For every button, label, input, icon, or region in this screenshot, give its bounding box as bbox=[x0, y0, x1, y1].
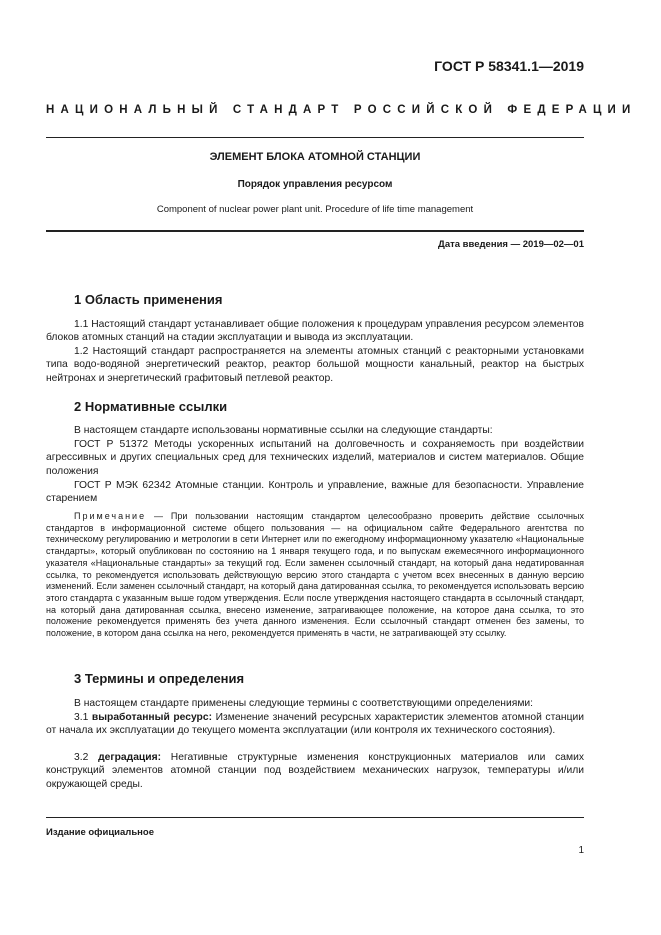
section-2-note: Примечание — При пользовании настоящим стандартом целесообразно проверить действие ссылочных стандартов в информационной системе общего пользования — на официальном сайте Федерального агентства по техническому регулированию и метрологии в сети Интернет или по ежегодному информационному указателю «Национальные стандарты», который опубликован по состоянию на 1 января текущего года, и по выпускам ежемесячного информационного указателя «Национальные стандарты» за текущий год. Если заменен ссылочный стандарт, на который дана недатированная ссылка, то рекомендуется использовать действующую версию этого стандарта с учетом всех внесенных в данную версию изменений. Если заменен ссылочный стандарт, на который дана датированная ссылка, то рекомендуется использовать версию этого стандарта с указанным выше годом утверждения. Если после утверждения настоящего стандарта в ссылочный стандарт, на который дана датированная ссылка, внесено изменение, затрагивающее положение, на которое дана ссылка, то это положение рекомендуется применять без учета данного изменения. Если ссылочный стандарт отменен без замены, то положение, в котором дана ссылка на него, рекомендуется применять в части, не затрагивающей эту ссылку. bbox=[46, 511, 584, 639]
section-2-paragraph-1: В настоящем стандарте использованы нормативные ссылки на следующие стандарты: bbox=[74, 425, 493, 436]
term-3-2: 3.2 деградация: Негативные структурные изменения конструкционных материалов или самих конструкций элементов атомной станции под воздействием механических нагрузок, температуры и/или окружающей среды. bbox=[46, 752, 584, 790]
term-3-2-name: деградация: bbox=[98, 752, 162, 763]
section-1-heading: 1 Область применения bbox=[74, 292, 223, 307]
term-3-1-name: выработанный ресурс: bbox=[91, 712, 212, 723]
document-subtitle: Порядок управления ресурсом bbox=[237, 179, 393, 190]
document-title: ЭЛЕМЕНТ БЛОКА АТОМНОЙ СТАНЦИИ bbox=[209, 151, 421, 163]
title-divider bbox=[46, 230, 584, 232]
introduction-date: Дата введения — 2019—02—01 bbox=[438, 239, 584, 250]
standard-number: ГОСТ Р 58341.1—2019 bbox=[434, 58, 584, 74]
section-3-heading: 3 Термины и определения bbox=[74, 671, 245, 686]
header-divider bbox=[46, 137, 584, 138]
note-label: Примечание bbox=[74, 511, 147, 521]
section-2-reference-2: ГОСТ Р МЭК 62342 Атомные станции. Контроль и управление, важные для безопасности. Управление старением bbox=[46, 480, 584, 505]
section-1-paragraph-2: 1.2 Настоящий стандарт распространяется на элементы атомных станций с реакторными установками типа водо-водяной энергетический реактор, реактор большой мощности канальный, реактор на быстрых нейтронах и энергетический графитовый петлевой реактор. bbox=[46, 346, 584, 384]
official-edition-label: Издание официальное bbox=[46, 827, 154, 838]
section-3-paragraph-1: В настоящем стандарте применены следующие термины с соответствующими определениями: bbox=[74, 698, 534, 709]
section-2-reference-1: ГОСТ Р 51372 Методы ускоренных испытаний на долговечность и сохраняемость при воздействии агрессивных и других специальных сред для технических изделий, материалов и систем материалов. Общие положения bbox=[46, 439, 584, 477]
document-title-english: Component of nuclear power plant unit. Procedure of life time management bbox=[156, 204, 474, 215]
national-standard-banner: НАЦИОНАЛЬНЫЙ СТАНДАРТ РОССИЙСКОЙ ФЕДЕРАЦИИ bbox=[46, 104, 637, 116]
section-1-paragraph-1: 1.1 Настоящий стандарт устанавливает общие положения к процедурам управления ресурсом элементов блоков атомных станций на стадии эксплуатации и вывода из эксплуатации. bbox=[46, 319, 584, 344]
term-3-1: 3.1 выработанный ресурс: Изменение значений ресурсных характеристик элементов атомной станции от начала их эксплуатации до текущего момента эксплуатации (или контроля их технического состояния). bbox=[46, 712, 584, 737]
page-number: 1 bbox=[578, 845, 584, 856]
footer-divider bbox=[46, 817, 584, 818]
section-2-heading: 2 Нормативные ссылки bbox=[74, 399, 228, 414]
